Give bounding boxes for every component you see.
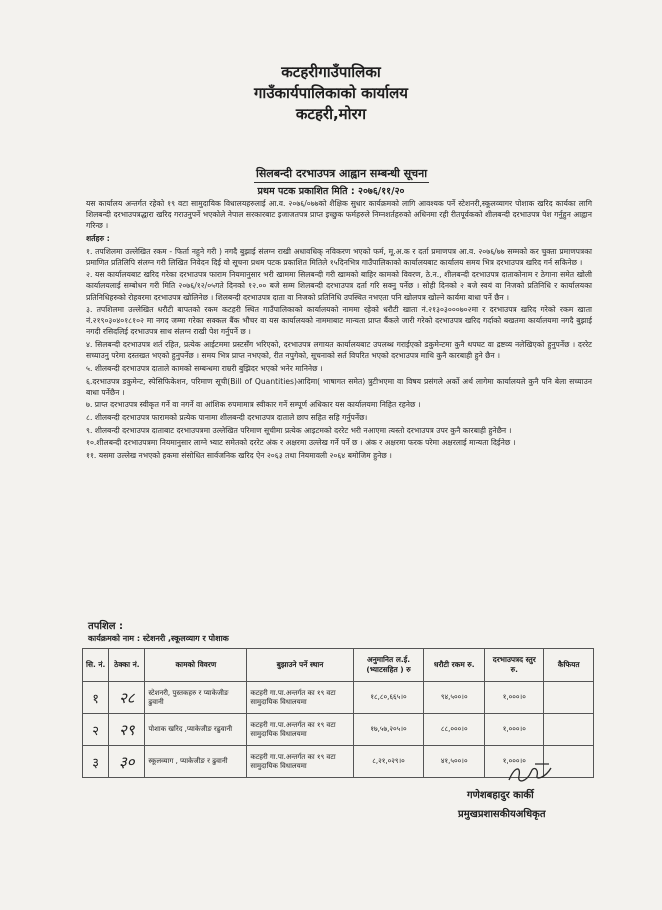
col-header: धरौटी रकम रु. bbox=[424, 649, 485, 682]
intro-paragraph: यस कार्यालय अन्तर्गत रहेको १९ वटा सामुदायिक विधालयहरुलाई आ.व. २०७६/०७७को शैक्षिक सुधार कार्यक्रमको लागि आवश्यक पर्ने स्टेशनरी,स्कूलव्यागर पोशाक खरिद कार्यका लागि शिलबन्दी दरभाउपत्रद्धारा खरिद गराउनुपर्ने भएकोले नेपाल सरकारबाट इजाजतपत्र प्राप्त इच्छुक फर्महरुले निम्नशर्तहरुको अधिनमा रही रीतपूर्वकको शीलबन्दी दरभाउपत्र पेश गर्नुहुन आह्वान गरिन्छ । bbox=[86, 199, 592, 231]
conditions-heading: शर्तहरु : bbox=[86, 233, 110, 243]
municipality-name: कटहरीगाउँपालिका bbox=[281, 63, 381, 81]
cost-estimate: ८,२१,०२९।० bbox=[353, 746, 424, 778]
signatory-title: प्रमुखप्रशासकीयअधिकृत bbox=[458, 809, 546, 820]
deposit-amount: ४१,५००।० bbox=[424, 746, 485, 778]
notice-body bbox=[86, 198, 592, 463]
contract-number: २९ bbox=[109, 714, 145, 746]
work-description: स्टेशनरी, पुस्तकहरु र प्याकेजीङ ढुवानी bbox=[145, 682, 247, 714]
serial-number: २ bbox=[83, 714, 109, 746]
office-name: गाउँकार्यपालिकाको कार्यालय bbox=[253, 84, 408, 102]
col-header: अनुमानित ल.ई. (भ्याटसहित ) रु bbox=[353, 649, 424, 682]
signatory-name: गणेशबहादुर कार्की bbox=[467, 790, 534, 801]
bid-fee: १,०००।० bbox=[485, 682, 544, 714]
serial-number: ३ bbox=[83, 746, 109, 778]
deposit-amount: ८८,०००।० bbox=[424, 714, 485, 746]
col-header: बुझाउने पर्ने स्थान bbox=[247, 649, 353, 682]
delivery-place: कटहरी गा.पा.अन्तर्गत का १९ वटा सामुदायिक विधालयमा bbox=[247, 746, 353, 778]
condition-item: ४. सिलबन्दी दरभाउपत्र शर्त रहित, प्रत्येक आईटममा प्रस्टसँग भरिएको, दरभाउपत्र लगायत कार्यालयबाट उपलब्ध गराईएको डकुमेन्टमा कुनै थपघट वा द्रष्टव्य नलेखिएको हुनुपर्नेछ । दररेट सच्याउनु परेमा दस्तखत भएको हुनुपर्नेछ । समय भित्र प्राप्त नभएको, रीत नपुगेको, सूचनाको सर्त विपरित भएको दरभाउपत्र माथि कुनै कारबाही हुने छैन । bbox=[86, 340, 592, 361]
office-address: कटहरी,मोरग bbox=[295, 105, 367, 123]
bid-fee: १,०००।० bbox=[485, 746, 544, 778]
condition-item: ९. शीलबन्दी दरभाउपत्र दाताबाट दरभाउपत्रमा उल्लेखित परिमाण सूचीमा प्रत्येक आइटमको दररेट भरी नआएमा त्यस्तो दरभाउपत्र उपर कुनै कारबाही हुनेछैन । bbox=[86, 425, 512, 435]
condition-item: ७. प्राप्त दरभाउपत्र स्वीकृत गर्ने वा नगर्ने वा आंशिक रुपमामात्र स्वीकार गर्ने सम्पूर्ण अधिकार यस कार्यालयमा निहित रहनेछ । bbox=[86, 400, 421, 410]
work-description: पोशाक खरिद ,प्याकेजीङ रढुवानी bbox=[145, 714, 247, 746]
serial-number: १ bbox=[83, 682, 109, 714]
letterhead bbox=[0, 62, 662, 125]
deposit-amount: ९४,५००।० bbox=[424, 682, 485, 714]
delivery-place: कटहरी गा.पा.अन्तर्गत का १९ वटा सामुदायिक विधालयमा bbox=[247, 682, 353, 714]
signature-mark bbox=[505, 762, 559, 786]
condition-item: १०.शीलबन्दी दरभाउपत्रमा नियमानुसार लाग्ने भ्याट समेतको दररेट अंक र अक्षरमा उल्लेख गर्ने पर्ने छ । अंक र अक्षरमा फरक परेमा अक्षरलाई मान्यता दिईनेछ । bbox=[86, 438, 516, 448]
condition-item: ६.दरभाउपत्र डकुमेन्ट, स्पेसिफिकेशन, परिमाण सूची(Bill of Quantities)आदिमा( भाषागत समेत) त्रुटीभएमा वा विषय प्रसंगले अर्को अर्थ लागेमा कार्यालयले कुनै पनि बेला सच्याउन बाधा पर्नेछैन । bbox=[86, 376, 592, 397]
notice-subject: सिलबन्दी दरभाउपत्र आह्वान सम्बन्धी सूचना bbox=[254, 166, 429, 183]
table-header-row bbox=[83, 649, 594, 682]
condition-item: ५. शीलबन्दी दरभाउपत्र दाताले कामको सम्बन्धमा राम्ररी बुझिदर भएको भनेर मानिनेछ । bbox=[86, 363, 323, 373]
remarks bbox=[544, 682, 594, 714]
condition-item: ११. यसमा उल्लेख नभएको हकमा संसोधित सार्वजनिक खरिद ऐन २०६३ तथा नियमावली २०६४ बमोजिम हुनेछ । bbox=[86, 451, 392, 461]
bid-table bbox=[82, 648, 594, 778]
condition-item: ३. तपशिलमा उल्लेखित धरौटी बापतको रकम कटहरी स्थित गाउँपालिकाको कार्यालयको नाममा रहेको धरौटी खाता नं.२१३०३०००७०२मा र दरभाउपत्र खरिद गरेको रकम खाता नं.२१९०३०४०१८१०२ मा नगद जम्मा गरेका सक्कल बैंक भौचर वा यस कार्यालयको नाममाबाट मान्यता प्राप्त बैंकले जारी गरेको दरभाउपत्र खरिद गर्दाको बखतमा कार्यालयमा नगदै बुझाई नगदी रसिदलिई दरभाउपत्र साथ संलग्न राखी पेश गर्नुपर्ने छ । bbox=[86, 305, 592, 337]
details-heading: तपशिल : bbox=[88, 621, 124, 632]
contract-number: ३० bbox=[109, 746, 145, 778]
condition-item: ८. शीलबन्दी दरभाउपत्र फारामको प्रत्येक पानामा शीलबन्दी दरभाउपत्र दाताले छाप सहित सहि गर्नुपर्नेछ। bbox=[86, 413, 368, 423]
program-name: कार्यक्रमको नाम : स्टेशनरी ,स्कूलव्याग र पोशाक bbox=[88, 634, 229, 643]
cost-estimate: १७,५७,२०५।० bbox=[353, 714, 424, 746]
col-header: कैफियत bbox=[544, 649, 594, 682]
publish-date: प्रथम पटक प्रकाशित मिति : २०७६/११/२० bbox=[257, 186, 405, 197]
col-header: दरभाउपत्रद स्तुर रु. bbox=[485, 649, 544, 682]
work-description: स्कूलव्याग , प्याकेजीङ र ढुवानी bbox=[145, 746, 247, 778]
bid-fee: १,०००।० bbox=[485, 714, 544, 746]
col-header: ठेक्का नं. bbox=[109, 649, 145, 682]
cost-estimate: १८,८०,६६५।० bbox=[353, 682, 424, 714]
condition-item: १. तपशिलमा उल्लेखित रकम - फिर्ता नहुने गरी ) नगदै बुझाई संलग्न राखी अधावधिक् नविकरण भएको फर्म, मू.अ.क र दर्ता प्रमाणपत्र आ.व. २०७६/७७ सम्मको कर चुक्ता प्रमाणपत्रका प्रमाणित प्रतिलिपि संलग्न गरी लिखित निवेदन दिई यो सूचना प्रथम पटक प्रकाशित मितिले १५दिनभित्र गाउँपालिकाको कार्यालयबाट कार्यालय समय भित्र दरभाउपत्र खरिद गर्न सकिनेछ । bbox=[86, 246, 592, 267]
condition-item: २. यस कार्यालयबाट खरिद गरेका दरभाउपत्र फाराम नियमानुसार भरी खाममा सिलबन्दी गरी खामको बाहिर कामको विवरण, ठे.न., शीलबन्दी दरभाउपत्र दाताकोनाम र ठेगाना समेत खोली कार्यालयलाई सम्बोधन गरी मिति २०७६/१२/०५गते दिनको १२.०० बजे सम्म शिलबन्दी दरभाउपत्र दर्ता गरि सक्नु पर्नेछ । सोही दिनको २ बजे स्वयं वा निजको प्रतिनिधि र कार्यालयका प्रतिनिधिहरुको रोहवरमा दरभाउपत्र खोलिनेछ । शिलबन्दी दरभाउपत्र दाता वा निजको प्रतिनिधि उपस्थित नभएता पनि खोलपत्र खोल्ने कार्यमा बाधा पर्ने छैन । bbox=[86, 270, 592, 302]
contract-number: २८ bbox=[109, 682, 145, 714]
col-header: कामको विवरण bbox=[145, 649, 247, 682]
col-header: सि. नं. bbox=[83, 649, 109, 682]
remarks bbox=[544, 714, 594, 746]
delivery-place: कटहरी गा.पा.अन्तर्गत का १९ वटा सामुदायिक विधालयमा bbox=[247, 714, 353, 746]
table-row bbox=[83, 682, 594, 714]
table-row bbox=[83, 714, 594, 746]
